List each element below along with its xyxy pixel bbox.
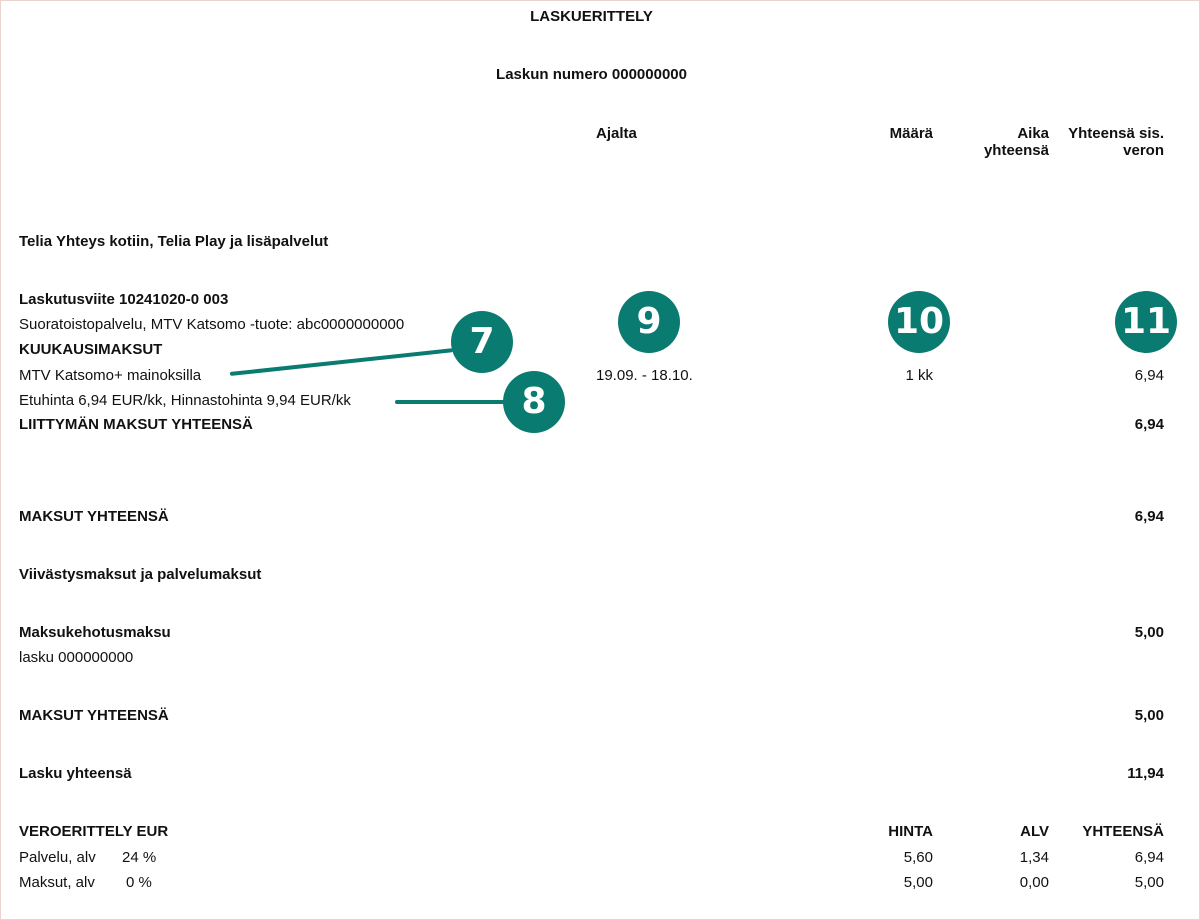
subscription-total-label: LIITTYMÄN MAKSUT YHTEENSÄ	[19, 416, 253, 433]
section-title: Telia Yhteys kotiin, Telia Play ja lisäpalvelut	[19, 233, 329, 250]
tax-col-total: YHTEENSÄ	[1082, 823, 1164, 840]
col-total-incl-tax-1: Yhteensä sis.	[1068, 125, 1164, 142]
reminder-fee-value: 5,00	[1134, 624, 1164, 641]
monthly-fees-header: KUUKAUSIMAKSUT	[19, 341, 163, 358]
tax-header: VEROERITTELY EUR	[19, 823, 169, 840]
fees-total-2-label: MAKSUT YHTEENSÄ	[19, 707, 169, 724]
col-quantity: Määrä	[889, 125, 933, 142]
reminder-invoice-ref: lasku 000000000	[19, 649, 134, 666]
tax-row-label: Maksut, alv	[19, 874, 95, 891]
item-period: 19.09. - 18.10.	[596, 367, 693, 384]
item-quantity: 1 kk	[905, 367, 933, 384]
callout-9-badge: 9	[618, 291, 680, 353]
col-time-total-1: Aika	[1017, 125, 1049, 142]
fees-total-2-value: 5,00	[1134, 707, 1164, 724]
item-name: MTV Katsomo+ mainoksilla	[19, 367, 202, 384]
tax-row-rate: 24 %	[122, 849, 157, 866]
callout-10-badge: 10	[888, 291, 950, 353]
tax-row-price: 5,60	[903, 849, 933, 866]
late-fees-title: Viivästysmaksut ja palvelumaksut	[19, 566, 262, 583]
tax-row-vat: 0,00	[1019, 874, 1049, 891]
callout-8-connector	[395, 400, 507, 404]
tax-row-total: 6,94	[1134, 849, 1164, 866]
invoice-total-value: 11,94	[1127, 765, 1164, 782]
billing-reference: Laskutusviite 10241020-0 003	[19, 291, 229, 308]
reminder-fee-label: Maksukehotusmaksu	[19, 624, 171, 641]
callout-8-badge: 8	[503, 371, 565, 433]
document-title: LASKUERITTELY	[530, 8, 653, 25]
col-time-total-2: yhteensä	[983, 142, 1049, 159]
tax-row-rate: 0 %	[126, 874, 152, 891]
tax-row-total: 5,00	[1134, 874, 1164, 891]
fees-total-value: 6,94	[1134, 508, 1164, 525]
col-total-incl-tax-2: veron	[1123, 142, 1164, 159]
price-note: Etuhinta 6,94 EUR/kk, Hinnastohinta 9,94 EUR/kk	[19, 392, 351, 409]
tax-col-price: HINTA	[888, 823, 933, 840]
tax-col-vat: ALV	[1020, 823, 1049, 840]
tax-row-vat: 1,34	[1019, 849, 1049, 866]
subscription-total-value: 6,94	[1134, 416, 1164, 433]
callout-11-badge: 11	[1115, 291, 1177, 353]
fees-total-label: MAKSUT YHTEENSÄ	[19, 508, 169, 525]
invoice-number: Laskun numero 000000000	[496, 66, 687, 83]
invoice-total-label: Lasku yhteensä	[19, 765, 132, 782]
callout-7-badge: 7	[451, 311, 513, 373]
service-description: Suoratoistopalvelu, MTV Katsomo -tuote: abc0000000000	[19, 316, 405, 333]
tax-row-price: 5,00	[903, 874, 933, 891]
tax-row-label: Palvelu, alv	[19, 849, 96, 866]
col-period: Ajalta	[596, 125, 637, 142]
item-total: 6,94	[1134, 367, 1164, 384]
